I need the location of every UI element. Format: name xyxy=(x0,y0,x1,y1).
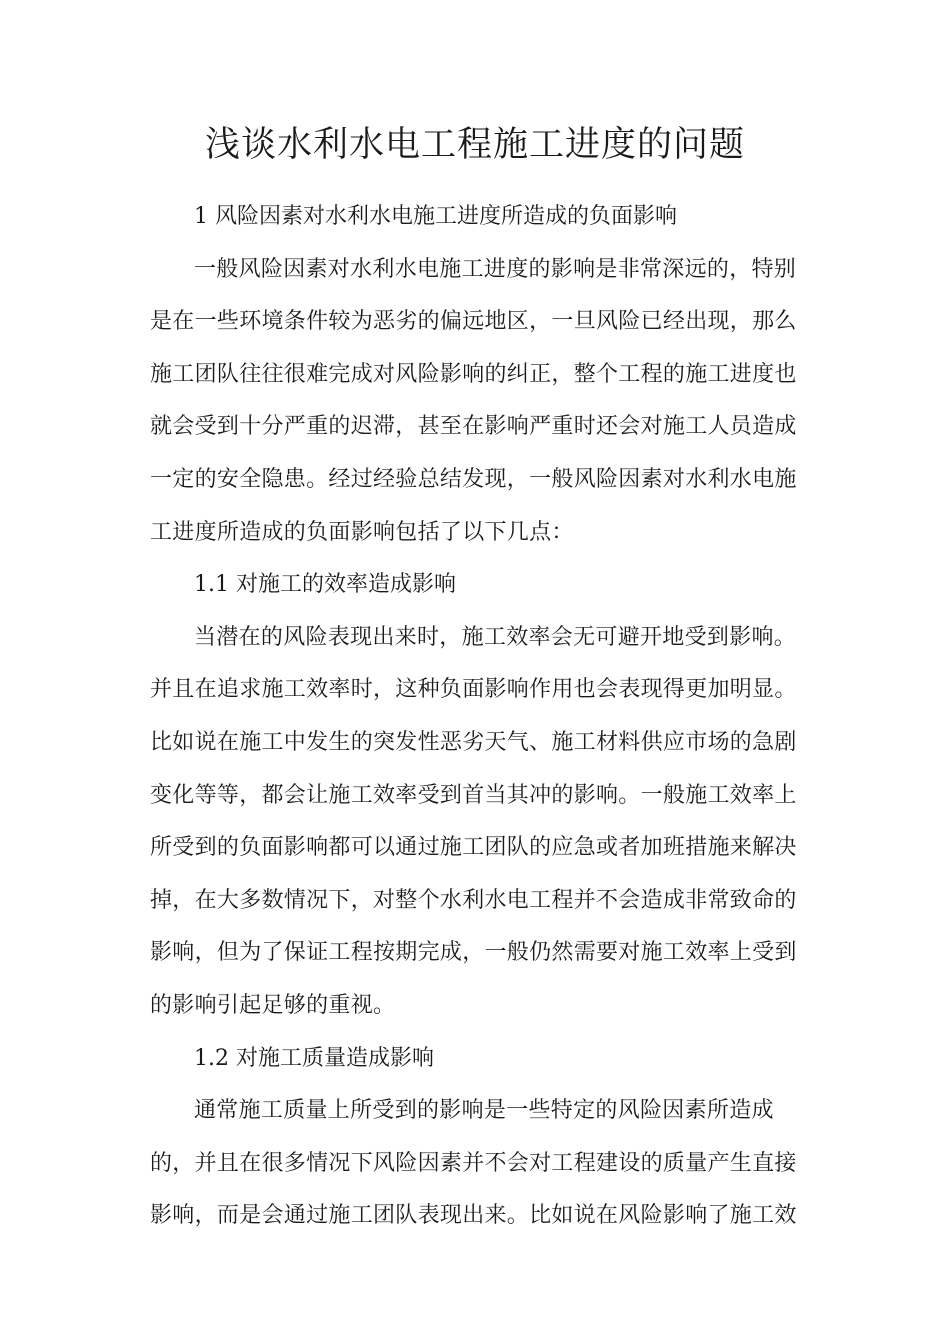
text-line: 影响，而是会通过施工团队表现出来。比如说在风险影响了施工效 xyxy=(150,1203,797,1229)
document-body xyxy=(150,191,800,1243)
text-line: 就会受到十分严重的迟滞，甚至在影响严重时还会对施工人员造成 xyxy=(150,414,797,440)
section-heading: 1 风险因素对水利水电施工进度所造成的负面影响 xyxy=(194,204,677,229)
text-line: 工进度所造成的负面影响包括了以下几点： xyxy=(150,519,574,545)
text-line: 通常施工质量上所受到的影响是一些特定的风险因素所造成 xyxy=(194,1098,774,1124)
text-line: 的影响引起足够的重视。 xyxy=(150,992,396,1018)
text-line: 施工团队往往很难完成对风险影响的纠正，整个工程的施工进度也 xyxy=(150,361,797,387)
text-line: 当潜在的风险表现出来时，施工效率会无可避开地受到影响。 xyxy=(194,624,797,650)
text-line: 所受到的负面影响都可以通过施工团队的应急或者加班措施来解决 xyxy=(150,835,797,861)
text-line: 掉，在大多数情况下，对整个水利水电工程并不会造成非常致命的 xyxy=(150,887,797,913)
text-line: 比如说在施工中发生的突发性恶劣天气、施工材料供应市场的急剧 xyxy=(150,729,797,755)
text-line: 一般风险因素对水利水电施工进度的影响是非常深远的，特别 xyxy=(194,256,797,282)
text-line: 是在一些环境条件较为恶劣的偏远地区，一旦风险已经出现，那么 xyxy=(150,309,797,335)
text-line: 影响，但为了保证工程按期完成，一般仍然需要对施工效率上受到 xyxy=(150,940,797,966)
text-line: 一定的安全隐患。经过经验总结发现，一般风险因素对水利水电施 xyxy=(150,466,797,492)
text-line: 变化等等，都会让施工效率受到首当其冲的影响。一般施工效率上 xyxy=(150,782,797,808)
text-line: 并且在追求施工效率时，这种负面影响作用也会表现得更加明显。 xyxy=(150,677,797,703)
section-heading: 1.2 对施工质量造成影响 xyxy=(194,1045,434,1071)
text-line: 的，并且在很多情况下风险因素并不会对工程建设的质量产生直接 xyxy=(150,1150,797,1176)
section-heading: 1.1 对施工的效率造成影响 xyxy=(194,572,456,598)
document-title: 浅谈水利水电工程施工进度的问题 xyxy=(204,125,745,165)
